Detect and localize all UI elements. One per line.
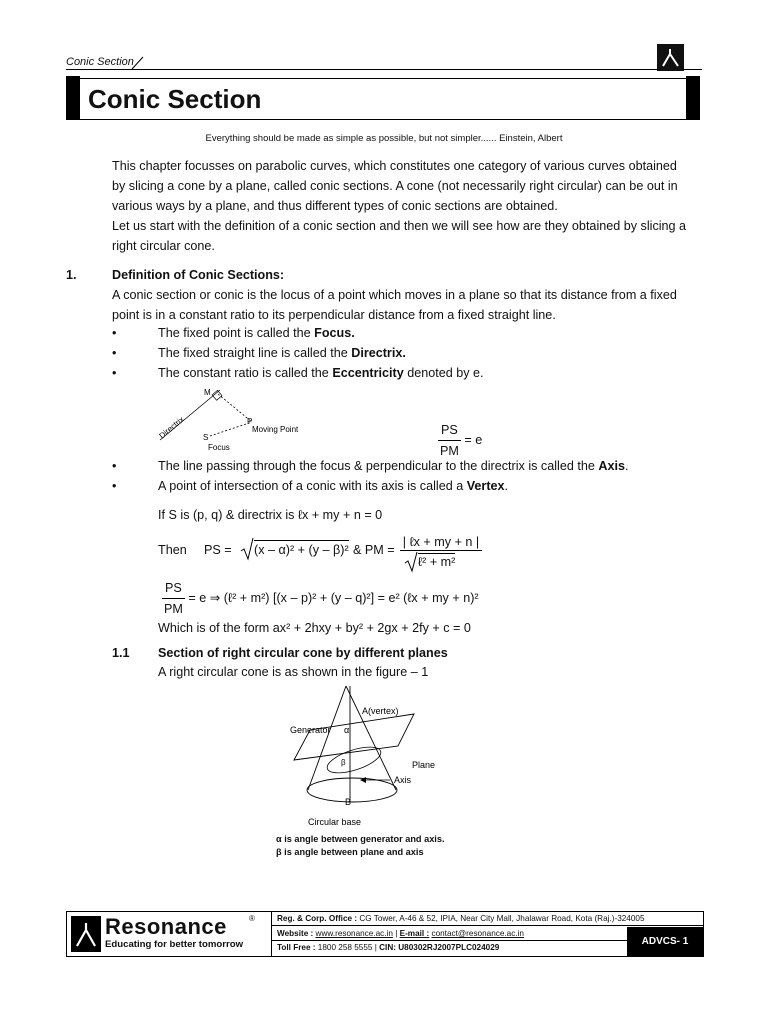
sqrt-icon	[240, 537, 254, 561]
footer-logo	[67, 912, 272, 956]
website-label: Website :	[277, 929, 314, 938]
website-link[interactable]: www.resonance.ac.in	[315, 929, 393, 938]
registered-mark: ®	[249, 914, 255, 923]
pm-numerator: | ℓx + my + n |	[400, 534, 482, 551]
diagram-label-focus: Focus	[208, 443, 230, 452]
bullet-text: The fixed straight line is called the	[158, 346, 352, 360]
cin-number: CIN: U80302RJ2007PLC024029	[379, 943, 500, 952]
expanded-equation-rhs: = e ⇒ (ℓ² + m²) [(x – p)² + (y – q)²] = e² (ℓx + my + n)²	[188, 590, 479, 605]
page-footer	[66, 911, 704, 957]
bullet-text: The line passing through the focus & perpendicular to the directrix is called the	[158, 459, 599, 473]
list-item	[0, 363, 768, 383]
separator: |	[374, 943, 377, 952]
ratio-fraction	[438, 420, 461, 461]
figure-caption	[276, 833, 445, 859]
resonance-logo-icon	[71, 916, 101, 952]
page-code-badge: ADVCS- 1	[627, 927, 703, 956]
figure-label-b: B	[345, 797, 352, 807]
intro-line: by slicing a cone by a plane, called conic sections. A cone (not necessarily right circular) can be out in	[112, 179, 678, 193]
bullet-icon: •	[112, 346, 117, 360]
definition-line: A conic section or conic is the locus of a point which moves in a plane so that its distance from a fixed	[112, 288, 677, 302]
list-item	[0, 476, 768, 496]
bullet-list-1	[0, 323, 768, 383]
figure-label-plane: Plane	[412, 760, 436, 770]
footer-web-row	[271, 927, 627, 941]
diagram-label-m: M	[204, 388, 211, 397]
bullet-term: Vertex	[466, 479, 505, 493]
footer-tagline: Educating for better tomorrow	[105, 939, 244, 950]
intro-line: Let us start with the definition of a conic section and then we will see how are they obtained by slicing a	[112, 219, 687, 233]
section-1-1-number: 1.1	[112, 646, 130, 660]
ratio-fraction	[162, 578, 185, 619]
figure-label-alpha: α	[344, 725, 350, 735]
list-item	[0, 456, 768, 476]
office-address: CG Tower, A-46 & 52, IPIA, Near City Mall, Jhalawar Road, Kota (Raj.)-324005	[359, 914, 645, 923]
bullet-term: Axis	[598, 459, 625, 473]
eccentricity-ratio	[438, 420, 482, 461]
amp-pm-label: & PM =	[353, 543, 395, 557]
header-slash-divider	[130, 56, 144, 70]
definition-line: point is in a constant ratio to its perpendicular distance from a fixed straight line.	[112, 308, 556, 322]
section-1-1-text: A right circular cone is as shown in the figure – 1	[158, 665, 429, 679]
intro-line: This chapter focusses on parabolic curves, which constitutes one category of various curves obtained	[112, 159, 677, 173]
bullet-text: .	[624, 459, 629, 473]
diagram-label-p: P	[247, 417, 253, 426]
figure-label-base: Circular base	[308, 817, 362, 827]
figure-label-axis: Axis	[394, 775, 412, 785]
fraction-numerator: PS	[438, 420, 461, 441]
section-1-1-heading: Section of right circular cone by different planes	[158, 646, 448, 660]
bullet-text: .	[504, 479, 509, 493]
fraction-denominator: PM	[440, 444, 459, 458]
tollfree-label: Toll Free :	[277, 943, 316, 952]
resonance-logo-icon	[657, 44, 684, 71]
separator: |	[395, 929, 398, 938]
intro-line: right circular cone.	[112, 239, 215, 253]
figure-label-generator: Generator	[290, 725, 331, 735]
bullet-text: The fixed point is called the	[158, 326, 315, 340]
ps-label: PS =	[204, 543, 232, 557]
bullet-icon: •	[112, 459, 117, 473]
focus-directrix-line: If S is (p, q) & directrix is ℓx + my + n = 0	[158, 508, 383, 522]
bullet-icon: •	[112, 479, 117, 493]
section-1-definition	[112, 285, 712, 325]
list-item	[0, 323, 768, 343]
intro-line: various ways by a plane, and thus different types of conic sections are obtained.	[112, 199, 558, 213]
header-rule	[66, 69, 702, 70]
diagram-label-s: S	[203, 433, 209, 442]
page-title: Conic Section	[88, 84, 262, 114]
fraction-denominator: PM	[164, 602, 183, 616]
section-1-heading: Definition of Conic Sections:	[112, 268, 285, 282]
caption-line: α is angle between generator and axis.	[276, 834, 445, 844]
pm-denominator: ℓ² + m²	[418, 555, 456, 569]
directrix-focus-diagram	[150, 384, 320, 456]
bullet-icon: •	[112, 326, 117, 340]
tollfree-number: 1800 258 5555	[317, 943, 373, 952]
then-label: Then	[158, 543, 187, 557]
ratio-rhs: = e	[464, 432, 483, 447]
caption-line: β is angle between plane and axis	[276, 847, 424, 857]
fraction-numerator: PS	[162, 578, 185, 599]
office-label: Reg. & Corp. Office :	[277, 914, 358, 923]
bullet-list-2	[0, 456, 768, 496]
section-1-number: 1.	[66, 268, 77, 282]
figure-label-beta: β	[341, 758, 346, 767]
title-bar-right	[686, 76, 700, 120]
ps-expression: (x – α)² + (y – β)²	[254, 540, 349, 559]
footer-brand: Resonance	[105, 914, 227, 939]
general-form-line: Which is of the form ax² + 2hxy + by² + 2gx + 2fy + c = 0	[158, 621, 471, 635]
email-link[interactable]: contact@resonance.ac.in	[431, 929, 524, 938]
running-header-label: Conic Section	[66, 56, 134, 68]
bullet-term: Focus.	[314, 326, 355, 340]
bullet-text: denoted by e.	[403, 366, 484, 380]
expanded-equation	[162, 578, 479, 619]
bullet-text: The constant ratio is called the	[158, 366, 333, 380]
footer-office-row	[271, 912, 703, 926]
email-label: E-mail :	[399, 929, 430, 938]
bullet-text: A point of intersection of a conic with its axis is called a	[158, 479, 467, 493]
sqrt-icon	[404, 551, 418, 573]
diagram-label-directrix: Directrix	[157, 414, 186, 441]
bullet-term: Eccentricity	[332, 366, 404, 380]
diagram-label-moving-point: Moving Point	[252, 425, 299, 434]
list-item	[0, 343, 768, 363]
bullet-term: Directrix.	[351, 346, 406, 360]
epigraph-quote: Everything should be made as simple as possible, but not simpler...... Einstein, Albert	[205, 133, 563, 144]
intro-paragraph	[112, 156, 712, 256]
footer-toll-row	[271, 941, 627, 955]
cone-figure	[280, 684, 460, 832]
figure-label-vertex: A(vertex)	[362, 706, 399, 716]
bullet-icon: •	[112, 366, 117, 380]
title-bar-left	[66, 76, 80, 120]
